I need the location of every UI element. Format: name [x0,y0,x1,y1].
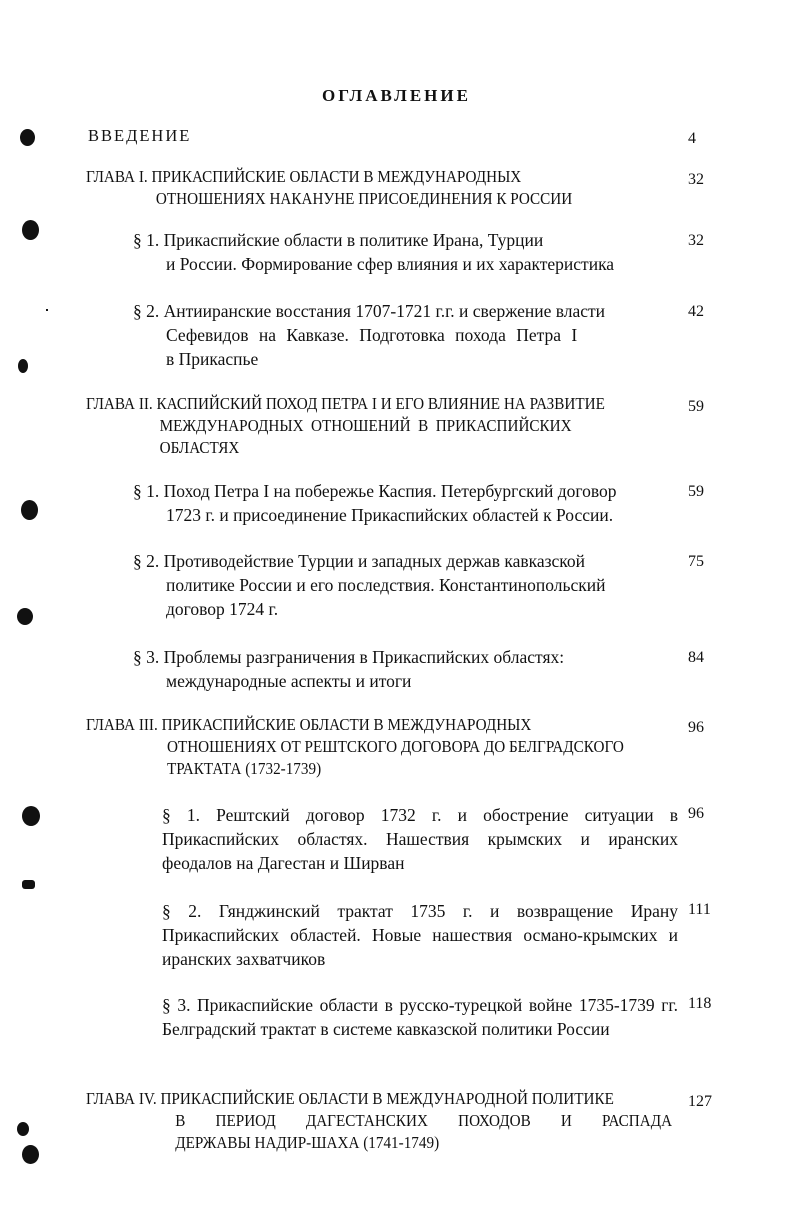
section-line: и России. Формирование сфер влияния и их характеристика [166,254,615,274]
toc-section-3-2 [162,899,678,971]
punch-hole-mark [22,1145,39,1164]
page-number: 59 [688,398,704,415]
toc-chapter-3 [86,714,624,780]
section-line: международные аспекты и итоги [166,671,412,691]
page-number: 96 [688,805,704,822]
toc-chapter-4 [86,1088,672,1154]
chapter-line: ГЛАВА III. ПРИКАСПИЙСКИЕ ОБЛАСТИ В МЕЖДУНАРОДНЫХ [86,715,532,734]
toc-chapter-1 [86,166,572,210]
punch-hole-mark [17,608,33,625]
section-text: § 3. Прикаспийские области в русско-турецкой войне 1735-1739 гг. Белградский трактат в системе кавказской политики России [162,995,678,1039]
section-line: § 1. Прикаспийские области в политике Ирана, Турции [133,230,544,250]
toc-section-2-3 [133,645,564,693]
punch-hole-mark [46,309,48,311]
chapter-line: ТРАКТАТА (1732-1739) [166,759,322,778]
section-line: в Прикаспье [166,349,259,369]
toc-entry-title: ВВЕДЕНИЕ [88,126,192,145]
chapter-line: ОТНОШЕНИЯХ ОТ РЕШТСКОГО ДОГОВОРА ДО БЕЛГРАДСКОГО [166,737,624,756]
punch-hole-mark [22,880,35,889]
chapter-line: ОТНОШЕНИЯХ НАКАНУНЕ ПРИСОЕДИНЕНИЯ К РОССИИ [155,189,573,208]
chapter-line: ГЛАВА IV. ПРИКАСПИЙСКИЕ ОБЛАСТИ В МЕЖДУНАРОДНОЙ ПОЛИТИКЕ [86,1089,614,1108]
page-number: 118 [688,995,712,1012]
page-number: 111 [688,901,711,918]
page-number: 84 [688,649,704,666]
page-number: 42 [688,303,704,320]
page-number: 32 [688,171,704,188]
chapter-line: МЕЖДУНАРОДНЫХ ОТНОШЕНИЙ В ПРИКАСПИЙСКИХ [159,416,572,435]
section-line: политике России и его последствия. Константинопольский [166,575,606,595]
toc-entry-intro [88,124,191,148]
section-line: § 3. Проблемы разграничения в Прикаспийских областях: [133,647,565,667]
section-line: § 2. Противодействие Турции и западных держав кавказской [133,551,586,571]
chapter-line: В ПЕРИОД ДАГЕСТАНСКИХ ПОХОДОВ И РАСПАДА [175,1111,673,1130]
section-line: § 1. Поход Петра I на побережье Каспия. Петербургский договор [133,481,617,501]
punch-hole-mark [20,129,35,146]
toc-section-2-2 [133,549,605,621]
section-text: § 1. Рештский договор 1732 г. и обострение ситуации в Прикаспийских областях. Нашествия крымских и иранских феодалов на Дагестан и Ширван [162,805,678,873]
toc-section-3-3 [162,993,678,1041]
punch-hole-mark [17,1122,29,1136]
section-line: договор 1724 г. [166,599,279,619]
page-number: 59 [688,483,704,500]
page-number: 96 [688,719,704,736]
page-number: 127 [688,1093,712,1110]
chapter-line: ОБЛАСТЯХ [159,438,240,457]
section-line: § 2. Антииранские восстания 1707-1721 г.г. и свержение власти [133,301,606,321]
toc-section-1-2 [133,299,605,371]
chapter-line: ГЛАВА II. КАСПИЙСКИЙ ПОХОД ПЕТРА I И ЕГО ВЛИЯНИЕ НА РАЗВИТИЕ [86,394,605,413]
toc-section-2-1 [133,479,617,527]
section-line: Сефевидов на Кавказе. Подготовка похода Петра I [166,325,578,345]
toc-section-3-1 [162,803,678,875]
page-number: 75 [688,553,704,570]
toc-section-1-1 [133,228,614,276]
punch-hole-mark [22,806,40,826]
section-text: § 2. Гянджинский трактат 1735 г. и возвращение Ирану Прикаспийских областей. Новые нашествия османо-крымских и иранских захватчиков [162,901,678,969]
punch-hole-mark [18,359,28,373]
chapter-line: ДЕРЖАВЫ НАДИР-ШАХА (1741-1749) [175,1133,440,1152]
page-number: 32 [688,232,704,249]
page-title: ОГЛАВЛЕНИЕ [322,86,471,105]
chapter-line: ГЛАВА I. ПРИКАСПИЙСКИЕ ОБЛАСТИ В МЕЖДУНАРОДНЫХ [86,167,522,186]
section-line: 1723 г. и присоединение Прикаспийских областей к России. [166,505,614,525]
toc-chapter-2 [86,393,605,459]
page-number: 4 [688,130,696,147]
punch-hole-mark [22,220,39,240]
punch-hole-mark [21,500,38,520]
